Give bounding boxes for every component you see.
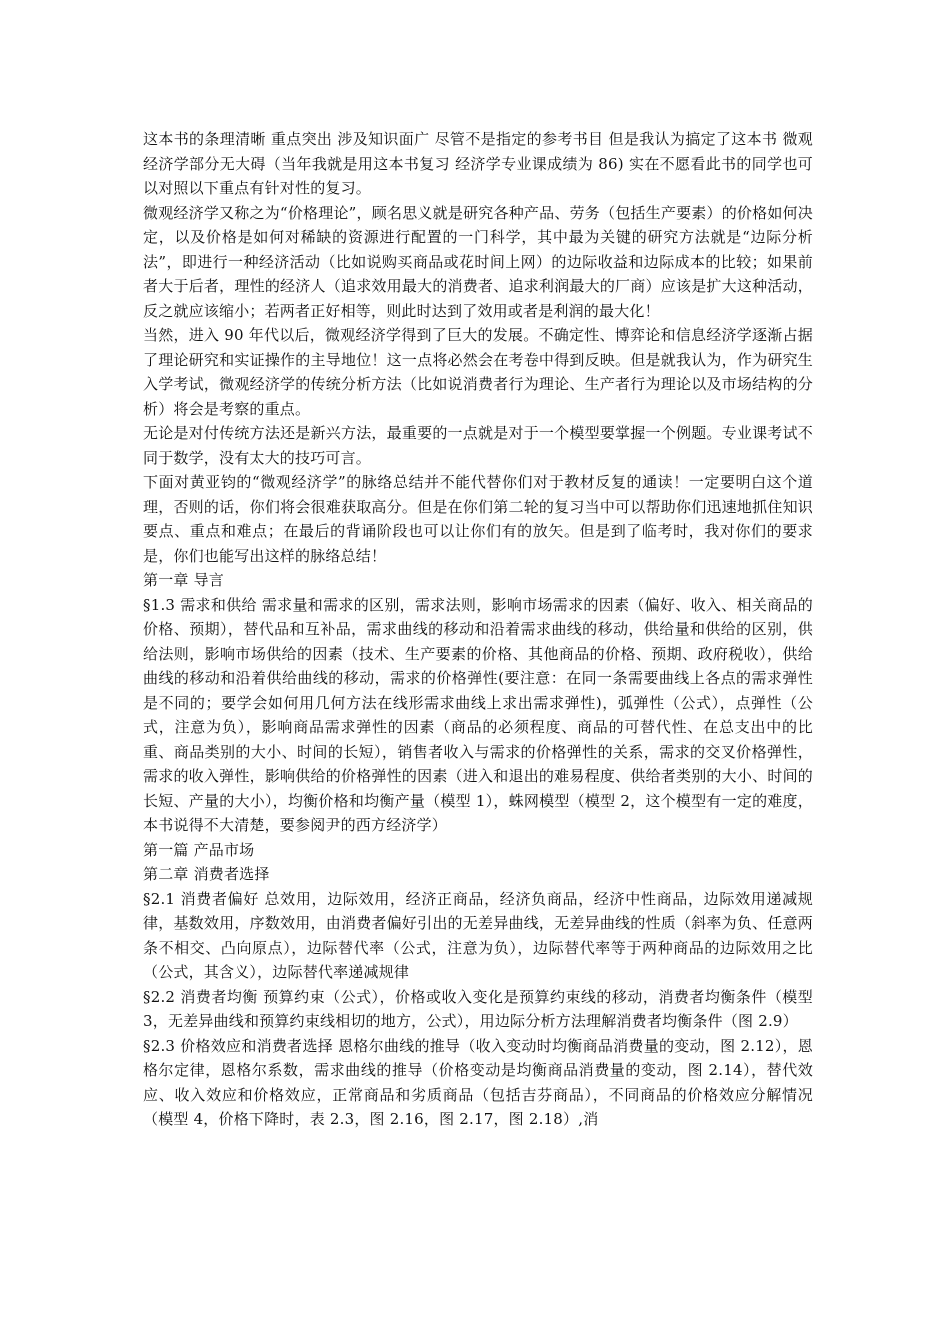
document-body (143, 127, 813, 1132)
section-1-3-paragraph: §1.3 需求和供给 需求量和需求的区别，需求法则，影响市场需求的因素（偏好、收入、相关商品的价格、预期），替代品和互补品，需求曲线的移动和沿着需求曲线的移动，供给量和供给的区别，供给法则，影响市场供给的因素（技术、生产要素的价格、其他商品的价格、预期、政府税收），供给曲线的移动和沿着供给曲线的移动，需求的价格弹性(要注意：在同一条需要曲线上各点的需求弹性是不同的；要学会如何用几何方法在线形需求曲线上求出需求弹性)，弧弹性（公式），点弹性（公式，注意为负），影响商品需求弹性的因素（商品的必须程度、商品的可替代性、在总支出中的比重、商品类别的大小、时间的长短），销售者收入与需求的价格弹性的关系，需求的交叉价格弹性，需求的收入弹性，影响供给的价格弹性的因素（进入和退出的难易程度、供给者类别的大小、时间的长短、产量的大小），均衡价格和均衡产量（模型 1），蛛网模型（模型 2，这个模型有一定的难度，本书说得不大清楚，要参阅尹的西方经济学） (143, 595, 813, 834)
part-1-heading: 第一篇 产品市场 (143, 840, 255, 859)
section-2-2-paragraph: §2.2 消费者均衡 预算约束（公式），价格或收入变化是预算约束线的移动，消费者均衡条件（模型 3，无差异曲线和预算约束线相切的地方，公式），用边际分析方法理解消费者均衡条件（图 2.9） (143, 987, 813, 1030)
section-2-3-paragraph: §2.3 价格效应和消费者选择 恩格尔曲线的推导（收入变动时均衡商品消费量的变动，图 2.12），恩格尔定律，恩格尔系数，需求曲线的推导（价格变动是均衡商品消费量的变动，图 2.14），替代效应、收入效应和价格效应，正常商品和劣质商品（包括吉芬商品），不同商品的价格效应分解情况（模型 4，价格下降时，表 2.3，图 2.16，图 2.17，图 2.18）,消 (143, 1036, 813, 1128)
method-paragraph: 无论是对付传统方法还是新兴方法，最重要的一点就是对于一个模型要掌握一个例题。专业课考试不同于数学，没有太大的技巧可言。 (143, 424, 813, 467)
microeconomics-definition-paragraph: 微观经济学又称之为“价格理论”，顾名思义就是研究各种产品、劳务（包括生产要素）的价格如何决定，以及价格是如何对稀缺的资源进行配置的一门科学，其中最为关键的研究方法就是“边际分析法”，即进行一种经济活动（比如说购买商品或花时间上网）的边际收益和边际成本的比较；如果前者大于后者，理性的经济人（追求效用最大的消费者、追求利润最大的厂商）应该是扩大这种活动，反之就应该缩小；若两者正好相等，则此时达到了效用或者是利润的最大化！ (143, 203, 813, 320)
chapter-2-heading: 第二章 消费者选择 (143, 865, 270, 883)
intro-paragraph: 这本书的条理清晰 重点突出 涉及知识面广 尽管不是指定的参考书目 但是我认为搞定了这本书 微观经济学部分无大碍（当年我就是用这本书复习 经济学专业课成绩为 86) 实在不愿看此书的同学也可以对照以下重点有针对性的复习。 (143, 130, 813, 197)
section-2-1-paragraph: §2.1 消费者偏好 总效用，边际效用，经济正商品，经济负商品，经济中性商品，边际效用递减规律，基数效用，序数效用，由消费者偏好引出的无差异曲线，无差异曲线的性质（斜率为负、任意两条不相交、凸向原点），边际替代率（公式，注意为负），边际替代率等于两种商品的边际效用之比（公式，其含义），边际替代率递减规律 (143, 889, 813, 981)
chapter-1-heading: 第一章 导言 (143, 571, 224, 589)
summary-note-paragraph: 下面对黄亚钧的“微观经济学”的脉络总结并不能代替你们对于教材反复的通读！一定要明白这个道理，否则的话，你们将会很难获取高分。但是在你们第二轮的复习当中可以帮助你们迅速地抓住知识要点、重点和难点；在最后的背诵阶段也可以让你们有的放矢。但是到了临考时，我对你们的要求是，你们也能写出这样的脉络总结！ (143, 473, 813, 565)
development-paragraph: 当然，进入 90 年代以后，微观经济学得到了巨大的发展。不确定性、博弈论和信息经济学逐渐占据了理论研究和实证操作的主导地位！这一点将必然会在考卷中得到反映。但是就我认为，作为研究生入学考试，微观经济学的传统分析方法（比如说消费者行为理论、生产者行为理论以及市场结构的分析）将会是考察的重点。 (143, 326, 813, 418)
